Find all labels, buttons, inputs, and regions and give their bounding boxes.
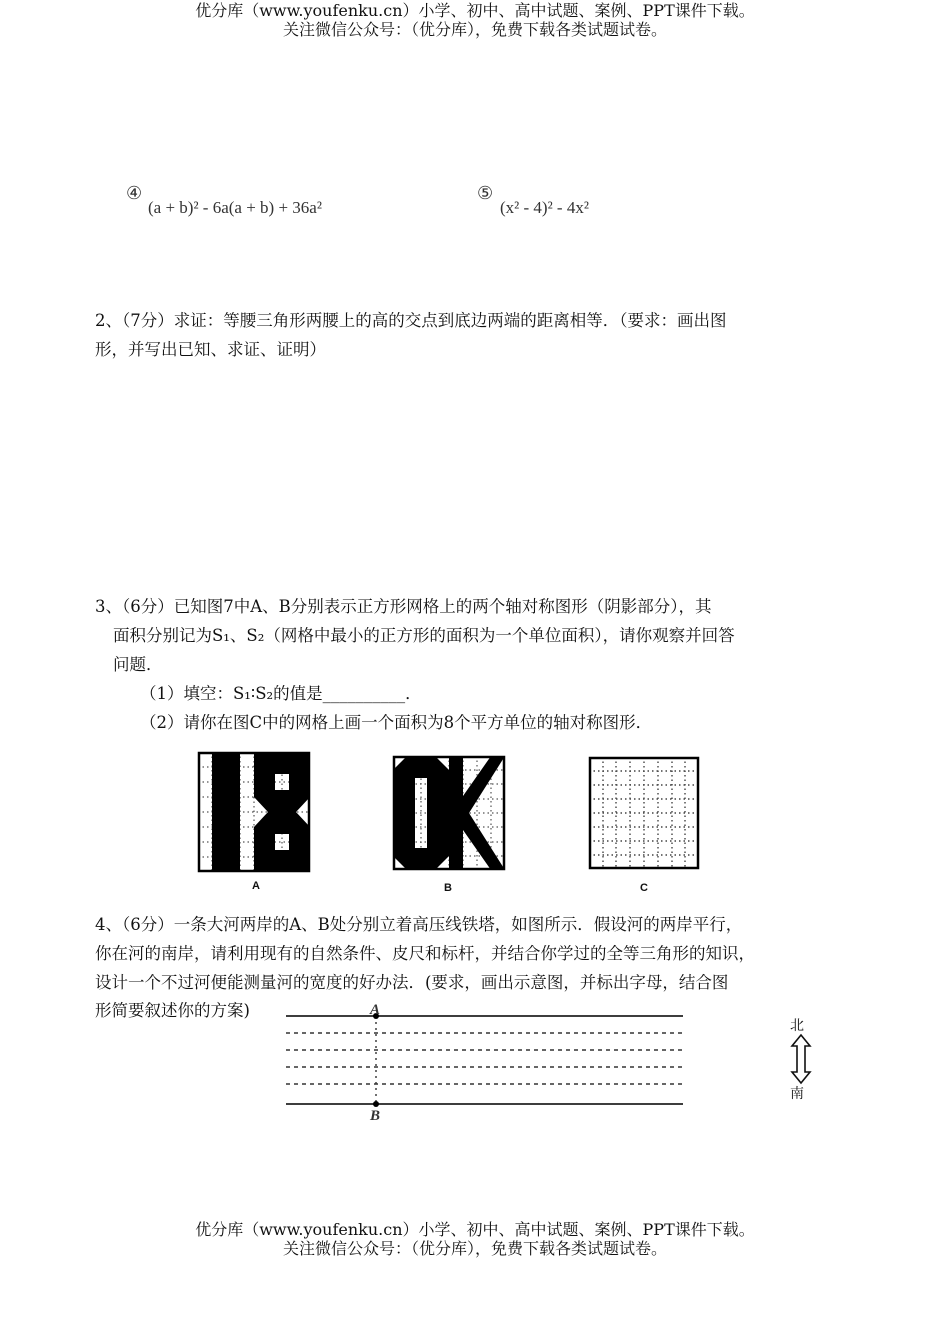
q3-sub-2: （2）请你在图C中的网格上画一个面积为8个平方单位的轴对称图形． [140, 713, 653, 732]
figure-a-label: A [252, 880, 260, 892]
q2-line-1: 2、（7分）求证：等腰三角形两腰上的高的交点到底边两端的距离相等．（要求：画出图 [95, 311, 727, 330]
q2-line-2: 形，并写出已知、求证、证明） [95, 340, 326, 359]
north-label: 北 [790, 1018, 804, 1034]
figure-c [589, 757, 699, 869]
south-label: 南 [790, 1086, 804, 1102]
item-5-number: ⑤ [477, 183, 494, 203]
q4-line-4: 形简要叙述你的方案) [95, 1001, 250, 1020]
q4-line-3: 设计一个不过河便能测量河的宽度的好办法．(要求，画出示意图，并标出字母，结合图 [95, 973, 729, 992]
item-4-number: ④ [126, 183, 143, 203]
figure-b [393, 756, 505, 870]
q3-line-1: 3、（6分）已知图7中A、B分别表示正方形网格上的两个轴对称图形（阴影部分），其 [95, 597, 712, 616]
figure-b-label: B [444, 882, 452, 894]
item-4-expression: (a + b)² - 6a(a + b) + 36a² [148, 198, 322, 217]
header-line-1: 优分库（www.youfenku.cn）小学、初中、高中试题、案例、PPT课件下载。 [195, 1, 755, 20]
q4-line-1: 4、（6分）一条大河两岸的A、B处分别立着高压线铁塔，如图所示．假设河的两岸平行， [95, 915, 743, 934]
q3-line-3: 问题． [113, 655, 163, 674]
point-a-label: A [370, 1002, 381, 1018]
figure-a [198, 752, 310, 872]
point-b-label: B [370, 1108, 381, 1124]
river-diagram [283, 1010, 693, 1110]
north-south-arrow-icon [790, 1034, 812, 1084]
q4-line-2: 你在河的南岸，请利用现有的自然条件、皮尺和标杆，并结合你学过的全等三角形的知识， [95, 944, 755, 963]
footer-line-1: 优分库（www.youfenku.cn）小学、初中、高中试题、案例、PPT课件下载。 [195, 1220, 755, 1239]
header-line-2: 关注微信公众号：（优分库），免费下载各类试题试卷。 [282, 20, 667, 39]
item-5-expression: (x² - 4)² - 4x² [500, 198, 589, 217]
figure-c-label: C [640, 882, 648, 894]
q3-sub-1: （1）填空：S₁∶S₂的值是__________． [140, 684, 422, 703]
q3-line-2: 面积分别记为S₁、S₂（网格中最小的正方形的面积为一个单位面积），请你观察并回答 [113, 626, 735, 645]
footer-line-2: 关注微信公众号：（优分库），免费下载各类试题试卷。 [282, 1239, 667, 1258]
